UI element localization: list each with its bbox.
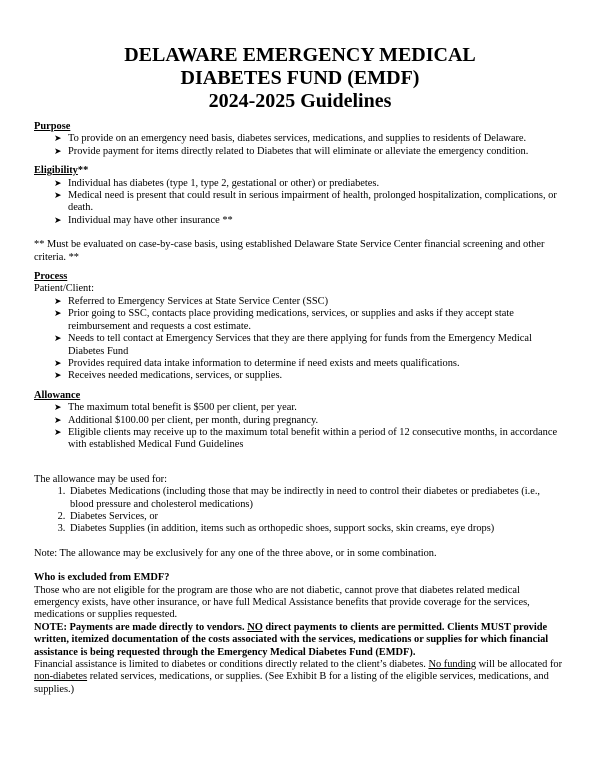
list-item: ➤ Medical need is present that could result in serious impairment of health, prolonged hospitalization, complications, or death.	[54, 190, 557, 214]
allowance-use-intro: The allowance may be used for:	[34, 473, 168, 485]
arrow-bullet-icon: ➤	[54, 415, 62, 426]
arrow-bullet-icon: ➤	[54, 371, 62, 382]
eligibility-note: ** Must be evaluated on case-by-case basis, using established Delaware State Service Center financial screening and other criteria. **	[34, 239, 545, 263]
arrow-bullet-icon: ➤	[54, 178, 62, 189]
process-heading: Process	[34, 271, 68, 283]
title-line-2: DIABETES FUND (EMDF)	[180, 67, 420, 89]
arrow-bullet-icon: ➤	[54, 427, 62, 438]
arrow-bullet-icon: ➤	[54, 309, 62, 320]
list-item: ➤ Provide payment for items directly related to Diabetes that will eliminate or alleviate the emergency condition.	[54, 145, 529, 157]
list-item: ➤ Provides required data intake information to determine if need exists and meets qualifications.	[54, 357, 460, 369]
arrow-bullet-icon: ➤	[54, 334, 62, 345]
list-item: ➤ Receives needed medications, services, or supplies.	[54, 370, 283, 382]
purpose-section	[34, 121, 566, 158]
list-item: 2. Diabetes Services, or	[68, 511, 566, 523]
arrow-bullet-icon: ➤	[54, 146, 62, 157]
allowance-uses-list	[34, 486, 566, 536]
process-section	[34, 271, 566, 383]
arrow-bullet-icon: ➤	[54, 403, 62, 414]
list-item: ➤ Needs to tell contact at Emergency Services that they are there applying for funds from the Emergency Medical Diabetes Fund	[54, 333, 532, 357]
financial-limit-text: Financial assistance is limited to diabetes or conditions directly related to the client’s diabetes. No funding will be allocated for non-diabetes related services, medications, or supplies. (See Exhibit B for a listing of the eligible services, medications, and supplies.)	[34, 659, 563, 695]
purpose-list	[34, 133, 566, 158]
process-subheading: Patient/Client:	[34, 283, 95, 295]
purpose-heading: Purpose	[34, 121, 71, 132]
list-item: 3. Diabetes Supplies (in addition, items such as orthopedic shoes, support socks, skin creams, eye drops)	[68, 523, 566, 535]
list-item: ➤ The maximum total benefit is $500 per client, per year.	[54, 402, 297, 414]
list-item: ➤ To provide on an emergency need basis, diabetes services, medications, and supplies to residents of Delaware.	[54, 133, 527, 145]
allowance-note: Note: The allowance may be exclusively for any one of the three above, or in some combination.	[34, 547, 437, 559]
payment-note: NOTE: Payments are made directly to vendors. NO direct payments to clients are permitted. Clients MUST provide written, itemized documentation of the costs associated with the services, medications or supplies for which financial assistance is being requested through the Emergency Medical Diabetes Fund (EMDF).	[34, 621, 549, 658]
arrow-bullet-icon: ➤	[54, 191, 62, 202]
arrow-bullet-icon: ➤	[54, 215, 62, 226]
list-item: ➤ Referred to Emergency Services at State Service Center (SSC)	[54, 295, 329, 307]
list-item: ➤ Prior going to SSC, contacts place providing medications, services, or supplies and asks if they accept state reimbursement and requests a cost estimate.	[54, 308, 514, 332]
eligibility-heading: Eligibility**	[34, 165, 89, 177]
arrow-bullet-icon: ➤	[54, 134, 62, 145]
title-line-3: 2024-2025 Guidelines	[208, 90, 392, 112]
allowance-section	[34, 390, 566, 560]
excluded-section	[34, 560, 566, 696]
list-item: ➤ Eligible clients may receive up to the maximum total benefit within a period of 12 consecutive months, in accordance with established Medical Fund Guidelines	[54, 426, 558, 451]
title-line-1: DELAWARE EMERGENCY MEDICAL	[124, 44, 476, 66]
document-header	[34, 44, 566, 113]
list-item: 1. Diabetes Medications (including those that may be indirectly in need to control their diabetes or prediabetes (i.e., blood pressure and cholesterol medications)	[68, 486, 566, 511]
eligibility-section	[34, 165, 566, 264]
arrow-bullet-icon: ➤	[54, 358, 62, 369]
process-list	[34, 296, 566, 383]
allowance-list	[34, 402, 566, 452]
allowance-heading: Allowance	[34, 389, 81, 401]
arrow-bullet-icon: ➤	[54, 296, 62, 307]
excluded-text: Those who are not eligible for the program are those who are not diabetic, cannot prove that diabetes related medical emergency exists, have other insurance, or have full Medical Assistance benefits that provide coverage for the services, medications or supplies requested.	[34, 584, 530, 621]
list-item: ➤ Additional $100.00 per client, per month, during pregnancy.	[54, 414, 319, 426]
list-item: ➤ Individual has diabetes (type 1, type 2, gestational or other) or prediabetes.	[54, 177, 380, 189]
eligibility-list	[34, 178, 566, 228]
excluded-heading: Who is excluded from EMDF?	[34, 572, 170, 584]
list-item: ➤ Individual may have other insurance **	[54, 214, 233, 226]
